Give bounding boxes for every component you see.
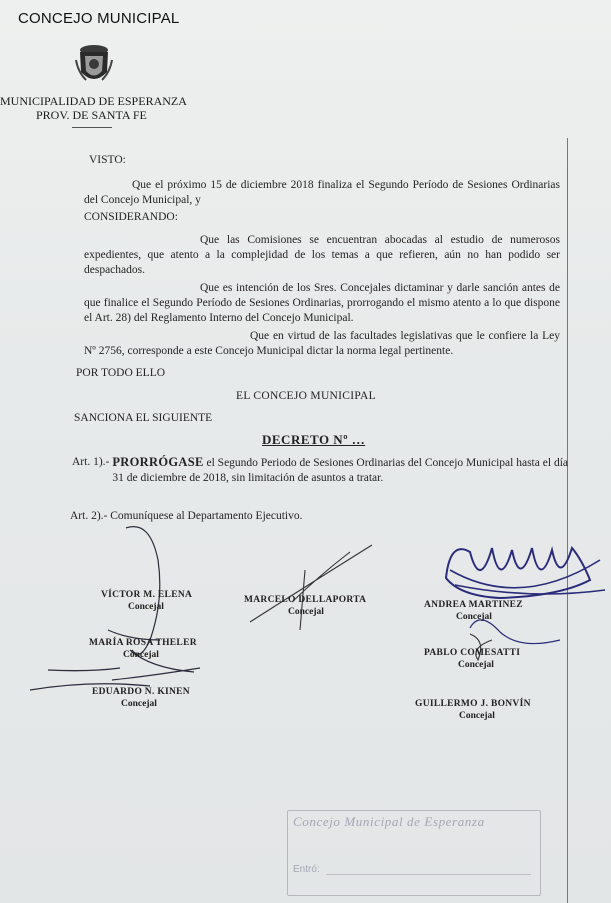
- signatory-7-name: GUILLERMO J. BONVÍN: [415, 699, 531, 709]
- visto-label: VISTO:: [89, 154, 126, 166]
- receipt-stamp-entry-label: Entró:: [293, 864, 320, 875]
- signatory-4-name: MARÍA ROSA THELER: [89, 638, 197, 648]
- article-1-text: el Segundo Periodo de Sesiones Ordinarias del Concejo Municipal hasta el día 31 de diciembre de 2018, sin limitación de asuntos a tratar.: [112, 457, 568, 484]
- signatory-7-role: Concejal: [459, 711, 495, 721]
- council-header-title: CONCEJO MUNICIPAL: [18, 10, 180, 27]
- signatory-6-name: EDUARDO N. KINEN: [92, 687, 190, 697]
- signatory-6-role: Concejal: [121, 699, 157, 709]
- signatory-2-role: Concejal: [288, 607, 324, 617]
- article-1-keyword: PRORRÓGASE: [112, 455, 204, 469]
- considerando-paragraph-1: Que las Comisiones se encuentran abocadas al estudio de numerosos expedientes, que atento a la complejidad de los temas a que refieren, aún no han podido ser despachados.: [84, 234, 560, 276]
- considerando-label: CONSIDERANDO:: [84, 211, 178, 223]
- signatory-4-role: Concejal: [123, 650, 159, 660]
- article-1-label: Art. 1).-: [72, 456, 110, 468]
- considerando-paragraph-2: Que es intención de los Sres. Concejales dictaminar y darle sanción antes de que finalice el Segundo Período de Sesiones Ordinarias, prorrogando el mismo atento a lo que dispone el Art. 28) del Reglamento Interno del Concejo Municipal.: [84, 282, 560, 324]
- signatory-3-role: Concejal: [456, 612, 492, 622]
- por-todo-ello: POR TODO ELLO: [76, 367, 166, 379]
- signatory-3-name: ANDREA MARTINEZ: [424, 600, 523, 610]
- signatory-5-name: PABLO COMESATTI: [424, 648, 521, 658]
- signatory-2-name: MARCELO DELLAPORTA: [244, 595, 367, 605]
- receipt-stamp-entry-line: [326, 874, 531, 875]
- decreto-title: DECRETO Nº …: [262, 432, 366, 447]
- signatory-1-role: Concejal: [128, 602, 164, 612]
- sanciona-text: SANCIONA EL SIGUIENTE: [74, 412, 213, 424]
- signatory-1-name: VÍCTOR M. ELENA: [101, 590, 193, 600]
- concejo-heading: EL CONCEJO MUNICIPAL: [236, 390, 376, 402]
- municipality-name: MUNICIPALIDAD DE ESPERANZA: [0, 94, 187, 108]
- receipt-stamp-title: Concejo Municipal de Esperanza: [293, 814, 485, 829]
- article-2-label: Art. 2).-: [70, 510, 108, 522]
- visto-text: Que el próximo 15 de diciembre 2018 finaliza el Segundo Período de Sesiones Ordinarias del Concejo Municipal, y: [84, 179, 560, 206]
- province-name: PROV. DE SANTA FE: [36, 108, 147, 122]
- considerando-paragraph-3: Que en virtud de las facultades legislativas que le confiere la Ley Nº 2756, corresponde a este Concejo Municipal dictar la norma legal pertinente.: [84, 330, 560, 357]
- signatory-5-role: Concejal: [458, 660, 494, 670]
- article-2-text: Comuníquese al Departamento Ejecutivo.: [107, 510, 303, 522]
